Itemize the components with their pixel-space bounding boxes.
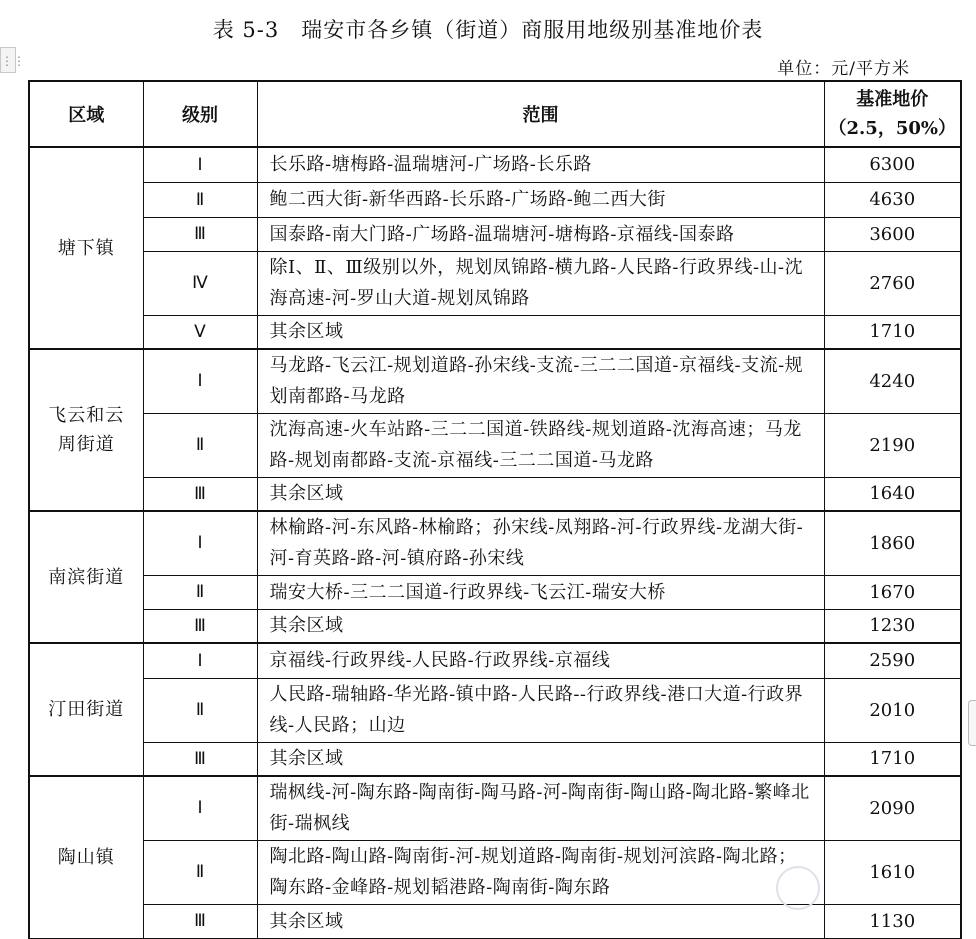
price-cell: 1640 xyxy=(824,477,961,511)
scope-cell: 除Ⅰ、Ⅱ、Ⅲ级别以外，规划凤锦路-横九路-人民路-行政界线-山-沈海高速-河-罗山大道-规划凤锦路 xyxy=(257,251,824,315)
price-cell: 1230 xyxy=(824,609,961,643)
drag-handle-icon[interactable]: ⋮⋮ xyxy=(0,47,16,73)
region-cell xyxy=(29,643,143,776)
price-cell: 1130 xyxy=(824,904,961,938)
table-row xyxy=(29,643,961,678)
price-cell: 3600 xyxy=(824,217,961,251)
level-cell: Ⅱ xyxy=(143,678,257,742)
table-row xyxy=(29,678,961,742)
table-row xyxy=(29,413,961,477)
watermark-logo xyxy=(776,866,820,910)
land-price-table xyxy=(28,80,962,939)
level-cell: Ⅳ xyxy=(143,251,257,315)
table-row xyxy=(29,349,961,413)
price-cell: 1610 xyxy=(824,840,961,904)
table-row xyxy=(29,315,961,349)
price-cell: 1710 xyxy=(824,742,961,776)
scope-cell: 其余区域 xyxy=(257,315,824,349)
scope-cell: 林榆路-河-东风路-林榆路；孙宋线-凤翔路-河-行政界线-龙湖大街-河-育英路-路-河-镇府路-孙宋线 xyxy=(257,511,824,575)
table-title: 表 5-3 瑞安市各乡镇（街道）商服用地级别基准地价表 xyxy=(212,18,764,42)
region-name: 陶山镇 xyxy=(57,846,115,868)
header-price-line2: （2.5，50%） xyxy=(828,118,956,139)
table-row xyxy=(29,904,961,938)
scope-cell: 长乐路-塘梅路-温瑞塘河-广场路-长乐路 xyxy=(257,147,824,182)
scope-cell: 沈海高速-火车站路-三二二国道-铁路线-规划道路-沈海高速；马龙路-规划南都路-支流-京福线-三二二国道-马龙路 xyxy=(257,413,824,477)
table-row xyxy=(29,776,961,840)
region-cell xyxy=(29,511,143,643)
scope-cell: 其余区域 xyxy=(257,609,824,643)
table-row xyxy=(29,217,961,251)
level-cell: Ⅰ xyxy=(143,511,257,575)
scope-cell: 瑞安大桥-三二二国道-行政界线-飞云江-瑞安大桥 xyxy=(257,575,824,609)
region-name: 南滨街道 xyxy=(48,566,125,588)
scope-cell: 陶北路-陶山路-陶南街-河-规划道路-陶南街-规划河滨路-陶北路；陶东路-金峰路-规划韬港路-陶南街-陶东路 xyxy=(257,840,824,904)
level-cell: Ⅰ xyxy=(143,349,257,413)
scope-cell: 马龙路-飞云江-规划道路-孙宋线-支流-三二二国道-京福线-支流-规划南都路-马龙路 xyxy=(257,349,824,413)
header-region: 区域 xyxy=(29,81,143,147)
level-cell: Ⅴ xyxy=(143,315,257,349)
header-level: 级别 xyxy=(143,81,257,147)
region-name: 汀田街道 xyxy=(48,699,125,720)
price-cell: 1710 xyxy=(824,315,961,349)
table-row xyxy=(29,182,961,217)
price-cell: 1860 xyxy=(824,511,961,575)
table-row xyxy=(29,840,961,904)
level-cell: Ⅲ xyxy=(143,609,257,643)
table-row xyxy=(29,251,961,315)
region-cell xyxy=(29,776,143,938)
level-cell: Ⅱ xyxy=(143,182,257,217)
scope-cell: 其余区域 xyxy=(257,477,824,511)
price-cell: 2760 xyxy=(824,251,961,315)
level-cell: Ⅲ xyxy=(143,904,257,938)
header-price xyxy=(824,81,961,147)
level-cell: Ⅰ xyxy=(143,147,257,182)
level-cell: Ⅰ xyxy=(143,776,257,840)
table-row xyxy=(29,147,961,182)
scope-cell: 瑞枫线-河-陶东路-陶南街-陶马路-河-陶南街-陶山路-陶北路-繁峰北街-瑞枫线 xyxy=(257,776,824,840)
price-cell: 1670 xyxy=(824,575,961,609)
scope-cell: 人民路-瑞轴路-华光路-镇中路-人民路--行政界线-港口大道-行政界线-人民路；山边 xyxy=(257,678,824,742)
price-cell: 6300 xyxy=(824,147,961,182)
side-scroll-marker[interactable] xyxy=(968,700,976,746)
scope-cell: 其余区域 xyxy=(257,742,824,776)
scope-cell: 鲍二西大街-新华西路-长乐路-广场路-鲍二西大街 xyxy=(257,182,824,217)
header-scope: 范围 xyxy=(257,81,824,147)
price-cell: 2590 xyxy=(824,643,961,678)
scope-cell: 京福线-行政界线-人民路-行政界线-京福线 xyxy=(257,643,824,678)
level-cell: Ⅱ xyxy=(143,413,257,477)
price-cell: 4630 xyxy=(824,182,961,217)
level-cell: Ⅲ xyxy=(143,477,257,511)
scope-cell: 国泰路-南大门路-广场路-温瑞塘河-塘梅路-京福线-国泰路 xyxy=(257,217,824,251)
table-row xyxy=(29,609,961,643)
level-cell: Ⅰ xyxy=(143,643,257,678)
region-name: 飞云和云周街道 xyxy=(48,405,125,455)
table-row xyxy=(29,575,961,609)
price-cell: 2090 xyxy=(824,776,961,840)
price-cell: 4240 xyxy=(824,349,961,413)
level-cell: Ⅲ xyxy=(143,217,257,251)
unit-label: 单位：元/平方米 xyxy=(777,59,910,79)
header-price-line1: 基准地价 xyxy=(856,89,929,110)
header-row xyxy=(29,81,961,147)
level-cell: Ⅱ xyxy=(143,575,257,609)
price-cell: 2010 xyxy=(824,678,961,742)
level-cell: Ⅲ xyxy=(143,742,257,776)
table-row xyxy=(29,742,961,776)
region-name: 塘下镇 xyxy=(57,237,115,259)
region-cell xyxy=(29,147,143,349)
level-cell: Ⅱ xyxy=(143,840,257,904)
region-cell xyxy=(29,349,143,511)
table-row xyxy=(29,477,961,511)
scope-cell: 其余区域 xyxy=(257,904,824,938)
price-cell: 2190 xyxy=(824,413,961,477)
table-row xyxy=(29,511,961,575)
